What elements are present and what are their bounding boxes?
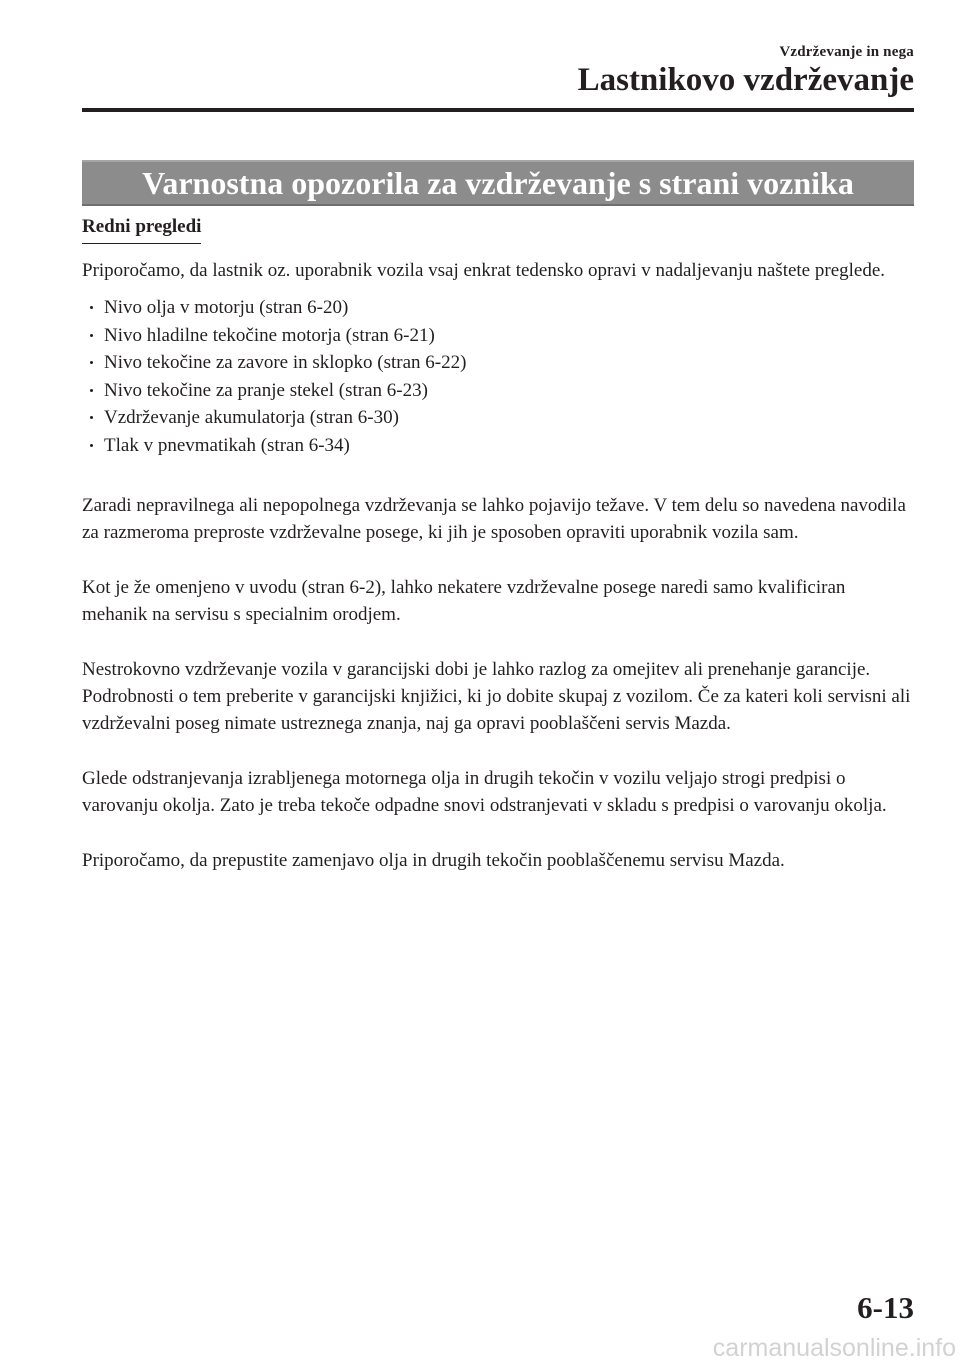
page-number: 6-13 bbox=[857, 1290, 914, 1325]
paragraph-maintenance-issues: Zaradi nepravilnega ali nepopolnega vzdrževanja se lahko pojavijo težave. V tem delu so navedena navodila za razmeroma preproste vzdrževalne posege, ki jih je sposoben opraviti uporabnik vozila sam. bbox=[82, 495, 906, 543]
chapter-title: Lastnikovo vzdrževanje bbox=[577, 62, 914, 98]
paragraph-recommendation: Priporočamo, da prepustite zamenjavo olja in drugih tekočin pooblaščenemu servisu Mazda. bbox=[82, 850, 785, 871]
list-item-text: Tlak v pnevmatikah (stran 6-34) bbox=[104, 434, 350, 456]
checks-list bbox=[82, 294, 914, 459]
subheading-regular-checks: Redni pregledi bbox=[82, 213, 201, 244]
list-item bbox=[90, 432, 914, 460]
bullet-icon bbox=[90, 306, 93, 309]
list-item-text: Nivo tekočine za zavore in sklopko (stran 6-22) bbox=[104, 352, 467, 373]
list-item-text: Nivo hladilne tekočine motorja (stran 6-21) bbox=[104, 324, 435, 346]
list-item bbox=[90, 377, 914, 405]
bullet-icon bbox=[90, 444, 93, 447]
list-item-text: Vzdrževanje akumulatorja (stran 6-30) bbox=[104, 407, 399, 428]
section-label: Vzdrževanje in nega bbox=[779, 44, 914, 60]
bullet-icon bbox=[90, 361, 93, 364]
list-item bbox=[90, 294, 914, 322]
list-item-text: Nivo olja v motorju (stran 6-20) bbox=[104, 297, 349, 318]
watermark: carmanualsonline.info bbox=[712, 1334, 956, 1362]
paragraph-warranty: Nestrokovno vzdrževanje vozila v garancijski dobi je lahko razlog za omejitev ali prenehanje garancije. Podrobnosti o tem preberite v garancijski knjižici, ki jo dobite skupaj z vozilom. Če za kateri koli servisni ali vzdrževalni poseg nimate ustreznega znanja, naj ga opravi pooblaščeni servis Mazda. bbox=[82, 659, 911, 734]
bullet-icon bbox=[90, 334, 93, 337]
list-item bbox=[90, 404, 914, 432]
paragraph-qualified-mechanic: Kot je že omenjeno v uvodu (stran 6-2), lahko nekatere vzdrževalne posege naredi samo kvalificiran mehanik na servisu s specialnim orodjem. bbox=[82, 577, 846, 625]
page-content bbox=[82, 213, 914, 874]
bullet-icon bbox=[90, 416, 93, 419]
section-banner: Varnostna opozorila za vzdrževanje s strani voznika bbox=[82, 160, 914, 206]
list-item bbox=[90, 349, 914, 377]
paragraph-environment: Glede odstranjevanja izrabljenega motornega olja in drugih tekočin v vozilu veljajo strogi predpisi o varovanju okolja. Zato je treba tekoče odpadne snovi odstranjevati v skladu s predpisi o varovanju okolja. bbox=[82, 768, 887, 816]
intro-paragraph: Priporočamo, da lastnik oz. uporabnik vozila vsaj enkrat tedensko opravi v nadaljevanju naštete preglede. bbox=[82, 260, 886, 281]
header-divider bbox=[82, 108, 914, 112]
bullet-icon bbox=[90, 389, 93, 392]
list-item bbox=[90, 322, 914, 350]
list-item-text: Nivo tekočine za pranje stekel (stran 6-23) bbox=[104, 379, 428, 401]
